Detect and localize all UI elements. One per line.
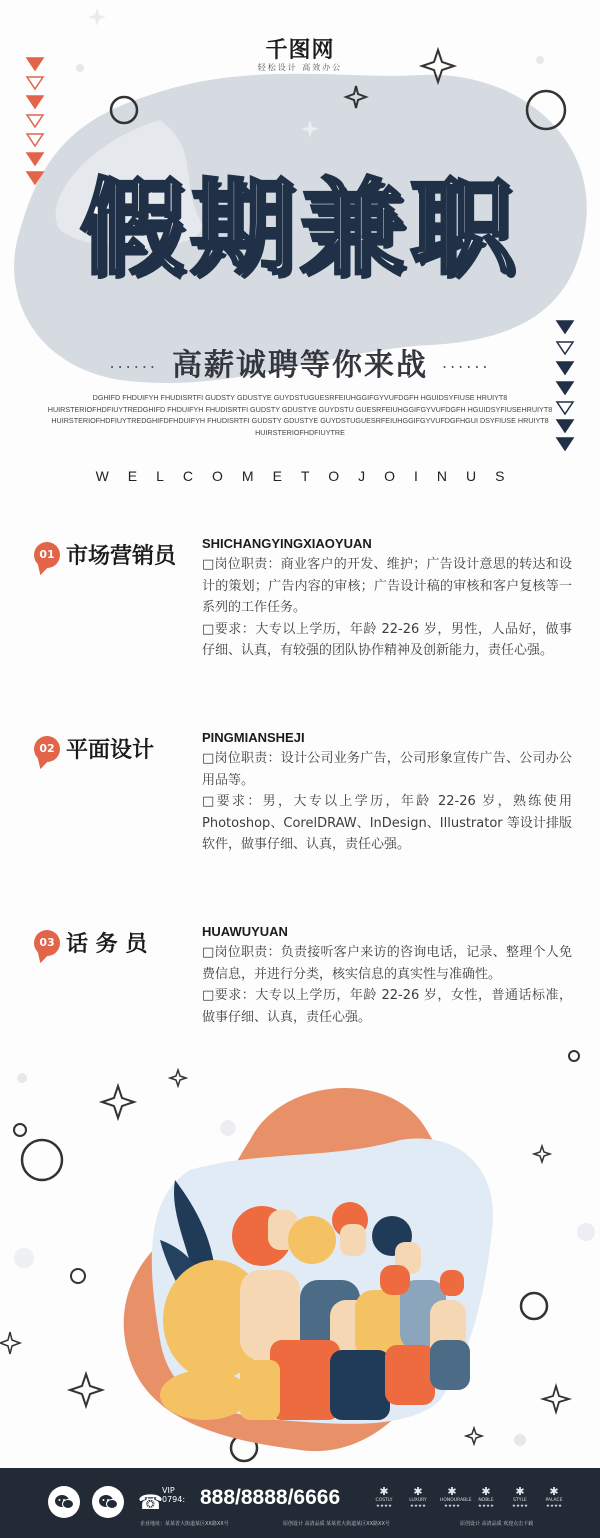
sparkle-icon — [170, 1070, 186, 1086]
job-number-badge: 01 — [34, 542, 60, 568]
circle-outline — [22, 1140, 62, 1180]
phone-icon: ☎ — [138, 1490, 163, 1514]
subtitle: 高薪诚聘等你来战 — [172, 348, 428, 383]
quality-badges — [372, 1486, 566, 1510]
job-number-badge: 02 — [34, 736, 60, 762]
address-right-2: 原创设计 高清品质 欢迎点击下载 — [460, 1521, 534, 1527]
job-duty: □岗位职责：商业客户的开发、维护；广告设计意思的转达和设计的策划；广告内容的审核；广告设计稿的审核和客户复核等一系列的工作任务。 — [202, 557, 572, 615]
subtitle-row — [0, 340, 600, 384]
sparkle-icon — [534, 1146, 550, 1162]
badge-noble: ✱ NOBLE ★★★★ — [477, 1485, 495, 1509]
badge-palace: ✱ PALACE ★★★★ — [545, 1485, 563, 1509]
job-title: 平面设计 — [66, 738, 155, 763]
brand-logo: 千图网 — [265, 38, 335, 63]
sparkle-icon — [70, 1374, 102, 1406]
circle-outline — [521, 1293, 547, 1319]
address-right-1: 原创设计 高清品质 某某省大街道某区XX路XX号 — [283, 1521, 390, 1527]
job-number-badge: 03 — [34, 930, 60, 956]
job-duty: □岗位职责：设计公司业务广告，公司形象宣传广告、公司办公用品等。 — [202, 751, 572, 788]
welcome-text: WELCOMETOJOINUS — [95, 468, 524, 484]
vip-label — [162, 1486, 185, 1504]
badge-luxury: ✱ LUXURY ★★★★ — [409, 1485, 427, 1509]
job-requirement: □要求：男，大专以上学历，年龄 22-26 岁，熟练使用 Photoshop、CorelDRAW、InDesign、Illustrator 等设计排版软件，做事仔细、认真，责任心强。 — [202, 794, 572, 852]
job-duty: □岗位职责：负责接听客户来访的咨询电话，记录、整理个人免费信息，并进行分类，核实信息的真实性与准确性。 — [202, 945, 572, 982]
footer — [0, 1468, 600, 1538]
crowd-illustration — [124, 1088, 493, 1451]
main-title: 假期兼职 — [79, 167, 520, 289]
sparkle-icon — [543, 1386, 569, 1412]
circle-outline — [569, 1051, 579, 1061]
badge-honourable: ✱ HONOURABLE ★★★★ — [440, 1485, 472, 1509]
job-requirement: □要求：大专以上学历，年龄 22-26 岁，女性，普通话标准，做事仔细、认真，责任心强。 — [202, 988, 572, 1025]
job-details — [202, 924, 572, 1028]
badge-costly: ✱ COSTLY ★★★★ — [375, 1485, 393, 1509]
left-triangle-column — [27, 58, 43, 184]
wechat-icon[interactable] — [92, 1486, 124, 1518]
sparkle-icon — [0, 1332, 20, 1354]
job-title: 话 务 员 — [66, 932, 148, 957]
sparkle-icon — [466, 1428, 482, 1444]
wechat-icon[interactable] — [48, 1486, 80, 1518]
area-code: 0794: — [162, 1495, 186, 1504]
subtitle-dots-right: ...... — [442, 352, 491, 372]
brand-slogan: 轻松设计 高效办公 — [257, 63, 343, 72]
circle-outline — [14, 1124, 26, 1136]
subtitle-dots-left: ...... — [109, 352, 158, 372]
job-pinyin: SHICHANGYINGXIAOYUAN — [202, 536, 372, 551]
job-pinyin: PINGMIANSHEJI — [202, 730, 305, 745]
job-title: 市场营销员 — [66, 544, 177, 569]
address-left: 企业地址：某某省大街道某区XX路XX号 — [140, 1521, 229, 1527]
job-details — [202, 730, 572, 856]
badge-style: ✱ STYLE ★★★★ — [511, 1485, 529, 1509]
job-requirement: □要求：大专以上学历，年龄 22-26 岁，男性，人品好，做事仔细、认真，有较强的团队协作精神及创新能力，责任心强。 — [202, 621, 572, 658]
phone-number[interactable]: 888/8888/6666 — [200, 1486, 341, 1509]
job-pinyin: HUAWUYUAN — [202, 924, 288, 939]
sparkle-icon — [102, 1086, 134, 1118]
job-details — [202, 536, 572, 662]
filler-text: DGHIFD FHDUIFYH FHUDISRTFI GUDSTY GDUSTYE GUYDSTUGUESRFEIUHGGIFGYVUFDGFH HGUIDSYFIUSE HRUIYT8 HUIRSTERIOFHDFIUYTREDGHIFD FHDUIFYH FHUDISRTFI GUDSTY GDUSTYE GUYDSTU GUESRFEIUHGGIFGYVUFDGFH HGUIDSYFIUSEHRUIYT8 HUIRSTERIOFHDFIUYTREDGHIFDFHDUIFYH FHUDISRTFI GUDSTY GDUSTYE GUYDSTUGUESRFEIUHGGIFGYVUFDGFHGUI DSYFIUSE HRUIYT8 HUIRSTERIOFHDFIUYTRE — [47, 393, 553, 437]
circle-outline — [71, 1269, 85, 1283]
vip-text: VIP — [162, 1486, 175, 1495]
